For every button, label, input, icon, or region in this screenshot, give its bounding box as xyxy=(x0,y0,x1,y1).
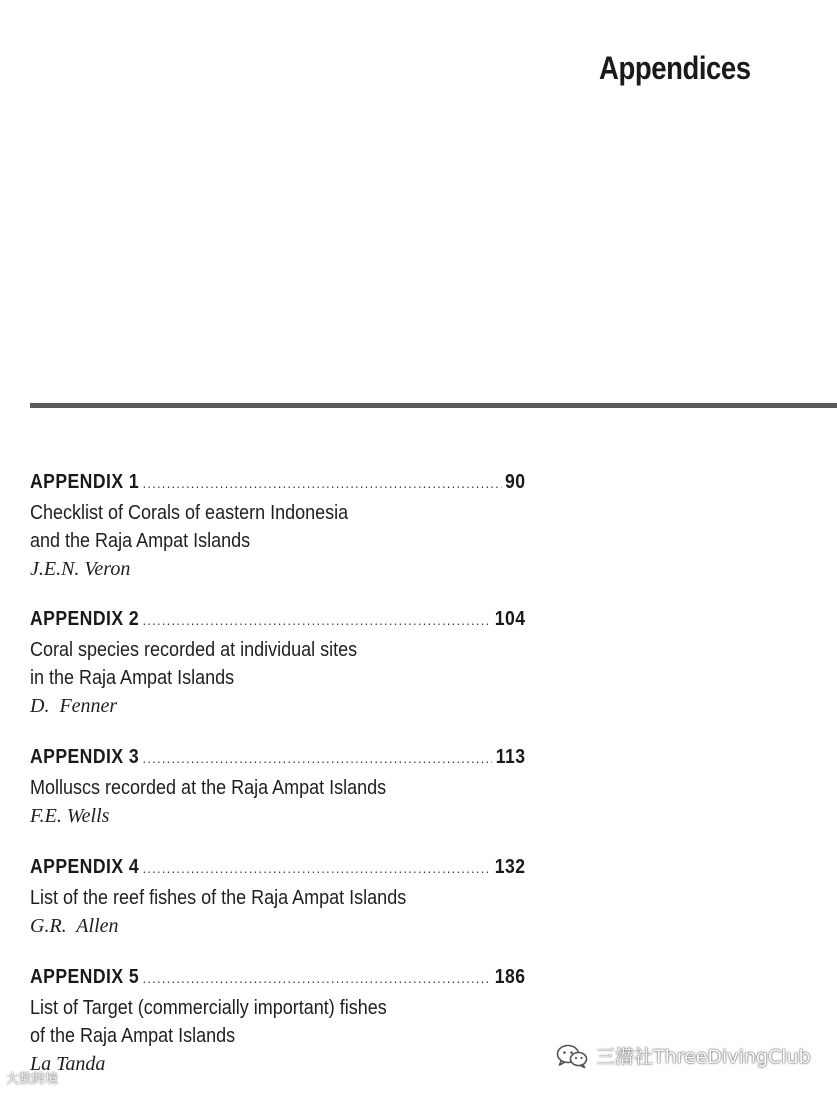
appendix-heading-row xyxy=(30,608,525,636)
appendix-author: La Tanda xyxy=(30,1053,106,1075)
divider xyxy=(30,403,837,408)
dot-leader xyxy=(143,612,492,628)
appendix-heading-row xyxy=(30,856,525,884)
appendix-label: APPENDIX 4 xyxy=(30,856,140,878)
appendix-label: APPENDIX 3 xyxy=(30,746,140,768)
appendix-description: and the Raja Ampat Islands xyxy=(30,530,251,552)
dot-leader xyxy=(143,475,502,491)
appendix-entry-3[interactable] xyxy=(30,746,590,830)
appendix-heading-row xyxy=(30,471,525,499)
appendix-entry-1[interactable] xyxy=(30,471,590,583)
page-number: 186 xyxy=(494,966,526,988)
appendix-author: J.E.N. Veron xyxy=(30,558,131,580)
appendix-entry-4[interactable] xyxy=(30,856,590,940)
page-number: 90 xyxy=(504,471,526,493)
dot-leader xyxy=(143,750,493,766)
appendix-description: Coral species recorded at individual sites xyxy=(30,639,358,661)
appendix-author: D. Fenner xyxy=(30,695,118,717)
appendix-description: List of the reef fishes of the Raja Ampat Islands xyxy=(30,887,407,909)
appendix-heading-row xyxy=(30,966,525,994)
corner-watermark: 大数跨境 xyxy=(6,1072,59,1087)
page-title: Appendices xyxy=(599,50,751,86)
appendix-entry-2[interactable] xyxy=(30,608,590,720)
wechat-watermark xyxy=(556,1042,811,1069)
appendix-author: G.R. Allen xyxy=(30,915,119,937)
appendix-description: of the Raja Ampat Islands xyxy=(30,1025,236,1047)
appendix-label: APPENDIX 1 xyxy=(30,471,140,493)
appendix-description: Checklist of Corals of eastern Indonesia xyxy=(30,502,349,524)
appendix-description: List of Target (commercially important) fishes xyxy=(30,997,387,1019)
appendix-label: APPENDIX 5 xyxy=(30,966,140,988)
appendix-label: APPENDIX 2 xyxy=(30,608,140,630)
appendix-author: F.E. Wells xyxy=(30,805,110,827)
appendix-description: Molluscs recorded at the Raja Ampat Islands xyxy=(30,777,387,799)
appendix-description: in the Raja Ampat Islands xyxy=(30,667,235,689)
page-number: 113 xyxy=(495,746,526,768)
appendix-entry-5[interactable] xyxy=(30,966,590,1078)
appendix-heading-row xyxy=(30,746,525,774)
page-number: 104 xyxy=(494,608,526,630)
watermark-text: 三潜社ThreeDivingClub xyxy=(596,1046,811,1068)
dot-leader xyxy=(143,970,492,986)
wechat-icon xyxy=(556,1043,588,1069)
dot-leader xyxy=(143,860,492,876)
page-number: 132 xyxy=(494,856,526,878)
